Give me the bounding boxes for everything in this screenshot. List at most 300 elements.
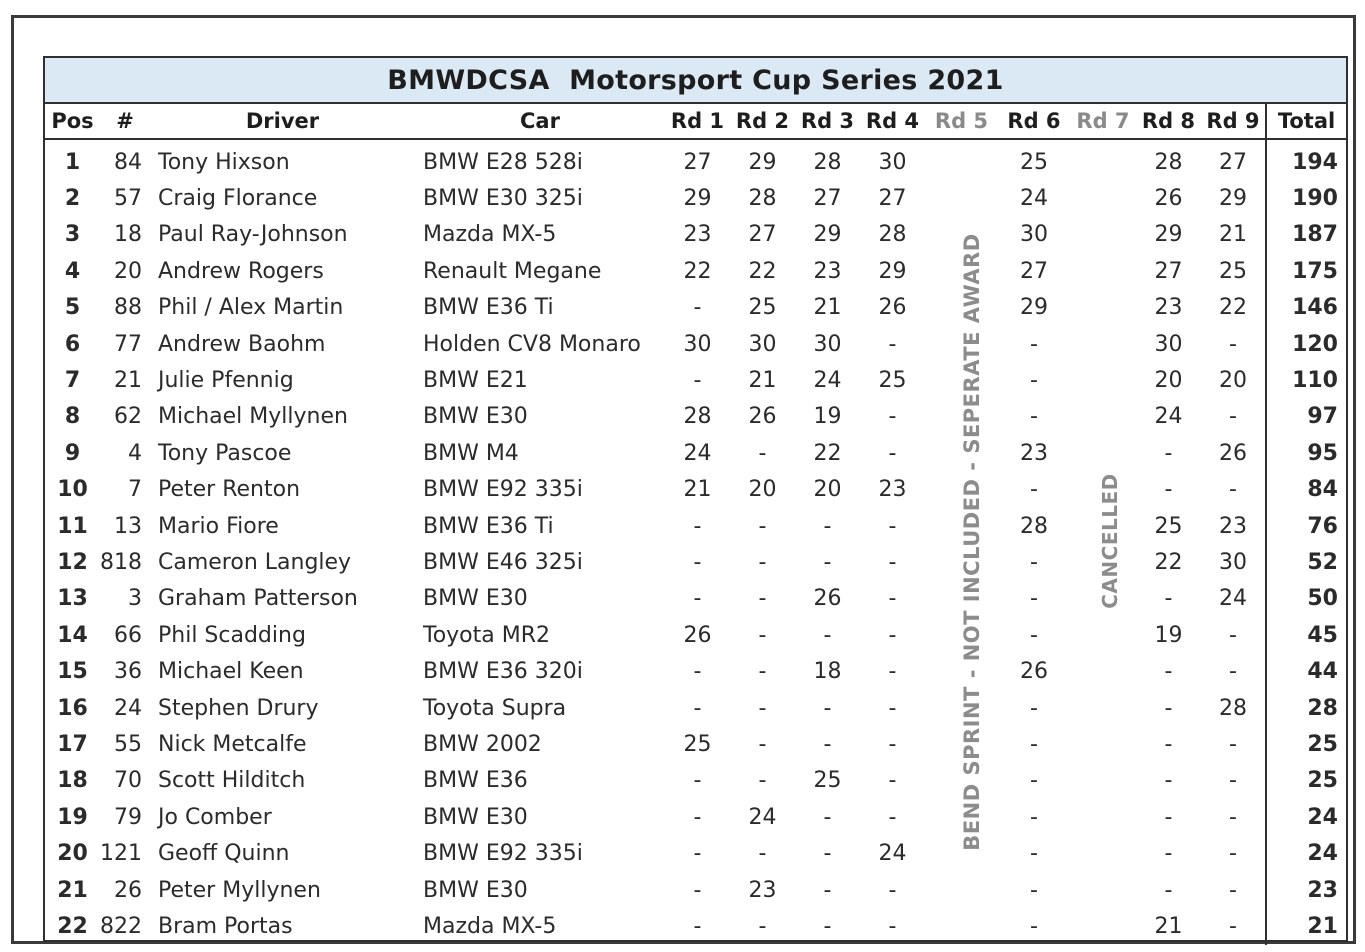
cell-rd1: 26 — [683, 622, 712, 648]
cell-rd6: - — [1030, 368, 1038, 394]
cell-rd7 — [1070, 835, 1136, 871]
cell-rd7 — [1070, 799, 1136, 835]
cell-rd4: 30 — [878, 149, 907, 175]
header-car: Car — [415, 104, 665, 139]
cell-total: 84 — [1266, 472, 1346, 508]
cell-pos: 22 — [57, 913, 88, 939]
cell-rd7 — [1070, 435, 1136, 471]
cell-rd9: - — [1229, 659, 1237, 685]
cell-driver: Peter Renton — [158, 477, 301, 503]
cell-total: 175 — [1266, 253, 1346, 289]
cell-driver: Michael Keen — [158, 659, 304, 685]
table-row — [45, 908, 1346, 944]
table-row — [45, 544, 1346, 580]
cell-car: BMW E30 325i — [423, 186, 583, 212]
cell-total: 97 — [1266, 399, 1346, 435]
cell-rd9: 25 — [1219, 258, 1247, 284]
cell-rd6: 27 — [1020, 258, 1048, 284]
cell-rd8: 22 — [1154, 549, 1183, 575]
header-rd6: Rd 6 — [998, 104, 1070, 139]
cell-rd2: - — [758, 695, 767, 721]
cell-rd2: 24 — [748, 804, 777, 830]
cell-car: BMW E36 320i — [423, 659, 583, 685]
header-rd7: Rd 7 — [1070, 104, 1136, 139]
cell-number: 7 — [128, 477, 142, 503]
cell-rd6: 25 — [1020, 149, 1048, 175]
header-rd1: Rd 1 — [665, 104, 730, 139]
cell-rd4: - — [888, 804, 897, 830]
cell-rd8: - — [1164, 768, 1173, 794]
cell-rd6: - — [1030, 477, 1038, 503]
cell-rd2: 23 — [748, 877, 777, 903]
cell-rd2: - — [758, 549, 767, 575]
cell-rd4: - — [888, 695, 897, 721]
table-row — [45, 872, 1346, 908]
cell-pos: 15 — [57, 659, 88, 685]
standings-body — [45, 139, 1346, 945]
cell-rd6: - — [1030, 768, 1038, 794]
cell-total: 50 — [1266, 581, 1346, 617]
cell-rd4: 23 — [878, 477, 907, 503]
cell-rd1: - — [693, 841, 702, 867]
cell-rd1: - — [693, 513, 702, 539]
cell-rd4: - — [888, 731, 897, 757]
cell-rd9: - — [1229, 331, 1237, 357]
cell-rd3: - — [823, 622, 832, 648]
cell-total: 187 — [1266, 217, 1346, 253]
cell-number: 70 — [114, 768, 142, 794]
cell-rd9: - — [1229, 841, 1237, 867]
header-rd8: Rd 8 — [1136, 104, 1201, 139]
cell-rd3: 21 — [813, 295, 842, 321]
cell-rd7 — [1070, 180, 1136, 216]
cell-rd2: - — [758, 731, 767, 757]
cell-rd3: 29 — [813, 222, 842, 248]
cell-driver: Phil / Alex Martin — [158, 295, 344, 321]
cell-rd8: 21 — [1154, 913, 1183, 939]
cell-rd4: - — [888, 768, 897, 794]
cell-rd9: 21 — [1219, 222, 1247, 248]
cell-car: Holden CV8 Monaro — [423, 331, 641, 357]
cell-rd8: 26 — [1154, 186, 1183, 212]
cell-number: 21 — [114, 368, 142, 394]
page-frame — [11, 15, 1356, 944]
cell-pos: 9 — [64, 440, 81, 466]
table-row — [45, 139, 1346, 180]
cell-rd2: 26 — [748, 404, 777, 430]
cell-pos: 4 — [64, 258, 81, 284]
cell-rd7 — [1070, 763, 1136, 799]
cell-pos: 7 — [64, 368, 81, 394]
cell-rd3: 23 — [813, 258, 842, 284]
cell-rd8: - — [1164, 731, 1173, 757]
table-row — [45, 435, 1346, 471]
cell-pos: 1 — [64, 149, 81, 175]
cell-rd1: - — [693, 804, 702, 830]
cell-rd7 — [1070, 139, 1136, 180]
cell-total: 44 — [1266, 653, 1346, 689]
cell-rd2: 30 — [748, 331, 777, 357]
cell-rd7 — [1070, 872, 1136, 908]
cell-rd9: - — [1229, 768, 1237, 794]
cell-rd3: - — [823, 841, 832, 867]
table-row — [45, 253, 1346, 289]
cell-rd8: - — [1164, 477, 1173, 503]
cell-rd2: 20 — [748, 477, 777, 503]
table-row — [45, 217, 1346, 253]
cell-rd8: 19 — [1154, 622, 1183, 648]
cell-rd4: - — [888, 622, 897, 648]
cell-car: Toyota Supra — [423, 695, 567, 721]
cell-pos: 18 — [57, 768, 88, 794]
cell-driver: Paul Ray-Johnson — [158, 222, 348, 248]
cell-rd1: - — [693, 368, 702, 394]
cell-rd3: 19 — [813, 404, 842, 430]
cell-rd7 — [1070, 290, 1136, 326]
cell-rd3: 22 — [813, 440, 842, 466]
cell-car: Mazda MX-5 — [423, 222, 557, 248]
header-rd4: Rd 4 — [860, 104, 925, 139]
cell-rd1: - — [693, 549, 702, 575]
cell-rd9: 22 — [1219, 295, 1247, 321]
cell-number: 3 — [128, 586, 142, 612]
table-row — [45, 726, 1346, 762]
header-number: # — [100, 104, 150, 139]
cell-rd8: - — [1164, 695, 1173, 721]
cell-rd1: - — [693, 913, 702, 939]
cell-rd1: - — [693, 768, 702, 794]
cell-car: BMW E30 — [423, 804, 528, 830]
cell-rd3: - — [823, 913, 832, 939]
cell-driver: Scott Hilditch — [158, 768, 306, 794]
cell-pos: 5 — [64, 295, 81, 321]
cell-number: 18 — [114, 222, 142, 248]
cell-number: 13 — [114, 513, 142, 539]
cell-rd7 — [1070, 326, 1136, 362]
cell-driver: Craig Florance — [158, 186, 318, 212]
cell-number: 55 — [114, 731, 142, 757]
cell-rd3: - — [823, 513, 832, 539]
cell-rd3: 20 — [813, 477, 842, 503]
cell-rd4: - — [888, 440, 897, 466]
cell-pos: 21 — [57, 877, 88, 903]
cell-rd2: 27 — [748, 222, 777, 248]
cell-pos: 3 — [64, 222, 81, 248]
cell-driver: Phil Scadding — [158, 622, 306, 648]
cell-rd5 — [925, 139, 998, 180]
cell-driver: Bram Portas — [158, 913, 293, 939]
cell-number: 4 — [128, 440, 142, 466]
table-row — [45, 653, 1346, 689]
cell-rd6: 28 — [1020, 513, 1048, 539]
cell-pos: 10 — [57, 477, 88, 503]
table-row — [45, 508, 1346, 544]
cell-rd7 — [1070, 690, 1136, 726]
cell-car: BMW E30 — [423, 404, 528, 430]
cell-rd3: - — [823, 877, 832, 903]
cell-rd3: - — [823, 731, 832, 757]
cell-total: 21 — [1266, 908, 1346, 944]
cell-rd9: 24 — [1219, 586, 1247, 612]
cell-total: 24 — [1266, 835, 1346, 871]
table-row — [45, 290, 1346, 326]
cell-rd9: 23 — [1219, 513, 1247, 539]
cell-rd1: 24 — [683, 440, 712, 466]
cell-rd8: 25 — [1154, 513, 1183, 539]
cell-car: BMW 2002 — [423, 731, 542, 757]
cell-rd9: 29 — [1219, 186, 1247, 212]
table-row — [45, 835, 1346, 871]
cell-rd8: - — [1164, 804, 1173, 830]
table-row — [45, 799, 1346, 835]
cell-driver: Nick Metcalfe — [158, 731, 307, 757]
cell-rd1: 28 — [683, 404, 712, 430]
cell-rd8: 23 — [1154, 295, 1183, 321]
cell-rd2: 28 — [748, 186, 777, 212]
cell-rd6: - — [1030, 731, 1038, 757]
table-row — [45, 362, 1346, 398]
table-row — [45, 180, 1346, 216]
cell-rd8: 27 — [1154, 258, 1183, 284]
table-row — [45, 581, 1346, 617]
cell-rd9: - — [1229, 877, 1237, 903]
cell-number: 26 — [114, 877, 142, 903]
cell-number: 62 — [114, 404, 142, 430]
cell-rd3: - — [823, 549, 832, 575]
cell-total: 45 — [1266, 617, 1346, 653]
cell-driver: Michael Myllynen — [158, 404, 348, 430]
cell-rd4: - — [888, 404, 897, 430]
table-row — [45, 763, 1346, 799]
cell-rd3: - — [823, 804, 832, 830]
cell-driver: Peter Myllynen — [158, 877, 321, 903]
cell-rd6: - — [1030, 877, 1038, 903]
cell-car: BMW E46 325i — [423, 549, 583, 575]
cell-driver: Tony Hixson — [158, 149, 290, 175]
cell-car: BMW E92 335i — [423, 477, 583, 503]
cell-rd4: - — [888, 586, 897, 612]
cell-car: BMW E21 — [423, 368, 528, 394]
cell-pos: 6 — [64, 331, 81, 357]
header-rd9: Rd 9 — [1201, 104, 1266, 139]
cell-rd6: - — [1030, 549, 1038, 575]
cell-rd7 — [1070, 726, 1136, 762]
cell-car: BMW E36 Ti — [423, 513, 554, 539]
cell-rd1: - — [693, 659, 702, 685]
cell-driver: Julie Pfennig — [158, 368, 294, 394]
cell-rd5 — [925, 872, 998, 908]
cell-rd6: 26 — [1020, 659, 1048, 685]
cell-rd3: 30 — [813, 331, 842, 357]
cell-rd2: - — [758, 913, 767, 939]
rd7-note: CANCELLED — [1098, 473, 1122, 609]
cell-total: 190 — [1266, 180, 1346, 216]
cell-rd4: - — [888, 659, 897, 685]
cell-rd3: 28 — [813, 149, 842, 175]
cell-total: 23 — [1266, 872, 1346, 908]
cell-rd9: - — [1229, 913, 1237, 939]
cell-rd6: - — [1030, 841, 1038, 867]
cell-rd3: 24 — [813, 368, 842, 394]
cell-pos: 11 — [57, 513, 88, 539]
cell-car: Renault Megane — [423, 258, 602, 284]
cell-rd1: - — [693, 877, 702, 903]
cell-number: 822 — [100, 913, 142, 939]
header-rd5: Rd 5 — [925, 104, 998, 139]
cell-pos: 20 — [57, 841, 88, 867]
cell-rd6: - — [1030, 804, 1038, 830]
table-row — [45, 472, 1346, 508]
cell-rd8: - — [1164, 586, 1173, 612]
cell-rd6: - — [1030, 586, 1038, 612]
cell-rd2: 22 — [748, 258, 777, 284]
table-row — [45, 617, 1346, 653]
cell-rd6: 30 — [1020, 222, 1048, 248]
cell-total: 194 — [1266, 139, 1346, 180]
cell-rd4: 26 — [878, 295, 907, 321]
cell-rd6: - — [1030, 404, 1038, 430]
cell-total: 25 — [1266, 726, 1346, 762]
cell-rd4: - — [888, 877, 897, 903]
cell-rd3: 25 — [813, 768, 842, 794]
cell-rd9: - — [1229, 804, 1237, 830]
standings-table — [45, 104, 1346, 945]
cell-number: 66 — [114, 622, 142, 648]
cell-rd2: - — [758, 841, 767, 867]
table-row — [45, 326, 1346, 362]
cell-total: 120 — [1266, 326, 1346, 362]
cell-rd8: - — [1164, 877, 1173, 903]
cell-rd2: - — [758, 768, 767, 794]
cell-pos: 19 — [57, 804, 88, 830]
cell-pos: 14 — [57, 622, 88, 648]
cell-rd6: - — [1030, 913, 1038, 939]
cell-driver: Andrew Baohm — [158, 331, 326, 357]
cell-pos: 17 — [57, 731, 88, 757]
cell-rd8: 20 — [1154, 368, 1183, 394]
cell-number: 84 — [114, 149, 142, 175]
cell-rd7 — [1070, 399, 1136, 435]
cell-rd1: - — [693, 295, 702, 321]
cell-number: 121 — [100, 841, 142, 867]
cell-rd4: - — [888, 513, 897, 539]
cell-rd3: 26 — [813, 586, 842, 612]
cell-driver: Tony Pascoe — [158, 440, 292, 466]
cell-number: 36 — [114, 659, 142, 685]
cell-rd8: 28 — [1154, 149, 1183, 175]
cell-rd4: 29 — [878, 258, 907, 284]
cell-rd1: 21 — [683, 477, 712, 503]
cell-rd8: 24 — [1154, 404, 1183, 430]
cell-rd9: - — [1229, 731, 1237, 757]
cell-rd8: 29 — [1154, 222, 1183, 248]
cell-car: BMW E36 Ti — [423, 295, 554, 321]
cell-rd6: - — [1030, 331, 1038, 357]
cell-rd4: - — [888, 913, 897, 939]
cell-rd9: - — [1229, 477, 1237, 503]
cell-driver: Geoff Quinn — [158, 841, 290, 867]
cell-rd9: 30 — [1219, 549, 1247, 575]
header-row — [45, 104, 1346, 139]
cell-total: 76 — [1266, 508, 1346, 544]
cell-total: 110 — [1266, 362, 1346, 398]
cell-car: Toyota MR2 — [423, 622, 551, 648]
cell-rd9: - — [1229, 404, 1237, 430]
cell-car: BMW E92 335i — [423, 841, 583, 867]
cell-car: Mazda MX-5 — [423, 913, 557, 939]
table-row — [45, 399, 1346, 435]
cell-car: BMW E36 — [423, 768, 528, 794]
cell-car: BMW M4 — [423, 440, 519, 466]
cell-number: 79 — [114, 804, 142, 830]
cell-driver: Stephen Drury — [158, 695, 319, 721]
cell-rd3: - — [823, 695, 832, 721]
cell-rd5 — [925, 180, 998, 216]
cell-rd1: - — [693, 586, 702, 612]
cell-rd1: 23 — [683, 222, 712, 248]
cell-number: 57 — [114, 186, 142, 212]
cell-rd1: 25 — [683, 731, 712, 757]
cell-total: 24 — [1266, 799, 1346, 835]
cell-rd6: 24 — [1020, 186, 1048, 212]
cell-rd4: 25 — [878, 368, 907, 394]
cell-rd2: - — [758, 622, 767, 648]
cell-rd4: - — [888, 331, 897, 357]
cell-rd4: - — [888, 549, 897, 575]
cell-driver: Mario Fiore — [158, 513, 279, 539]
cell-number: 818 — [100, 549, 142, 575]
cell-rd2: 21 — [748, 368, 777, 394]
header-rd2: Rd 2 — [730, 104, 795, 139]
cell-driver: Graham Patterson — [158, 586, 358, 612]
cell-rd7 — [1070, 362, 1136, 398]
cell-rd4: 27 — [878, 186, 907, 212]
cell-rd8: - — [1164, 659, 1173, 685]
cell-total: 52 — [1266, 544, 1346, 580]
cell-rd2: 25 — [748, 295, 777, 321]
standings-title: BMWDCSA Motorsport Cup Series 2021 — [45, 58, 1346, 104]
cell-rd7 — [1070, 217, 1136, 253]
cell-car: BMW E30 — [423, 586, 528, 612]
cell-rd1: 22 — [683, 258, 712, 284]
cell-rd5 — [925, 908, 998, 944]
cell-rd9: - — [1229, 622, 1237, 648]
cell-rd7 — [1070, 653, 1136, 689]
cell-rd7 — [1070, 617, 1136, 653]
rd5-note: BEND SPRINT - NOT INCLUDED - SEPERATE AWARD — [960, 233, 984, 851]
cell-rd1: 29 — [683, 186, 712, 212]
header-pos: Pos — [45, 104, 100, 139]
cell-rd2: - — [758, 586, 767, 612]
cell-rd8: - — [1164, 841, 1173, 867]
table-row — [45, 690, 1346, 726]
cell-total: 146 — [1266, 290, 1346, 326]
header-rd3: Rd 3 — [795, 104, 860, 139]
cell-rd3: 18 — [813, 659, 842, 685]
cell-rd1: 30 — [683, 331, 712, 357]
cell-total: 95 — [1266, 435, 1346, 471]
cell-pos: 12 — [57, 549, 88, 575]
cell-driver: Andrew Rogers — [158, 258, 324, 284]
cell-pos: 8 — [64, 404, 81, 430]
cell-rd2: - — [758, 513, 767, 539]
cell-car: BMW E30 — [423, 877, 528, 903]
cell-rd4: 24 — [878, 841, 907, 867]
cell-rd9: 26 — [1219, 440, 1247, 466]
cell-rd9: 20 — [1219, 368, 1247, 394]
cell-rd2: - — [758, 440, 767, 466]
header-driver: Driver — [150, 104, 415, 139]
